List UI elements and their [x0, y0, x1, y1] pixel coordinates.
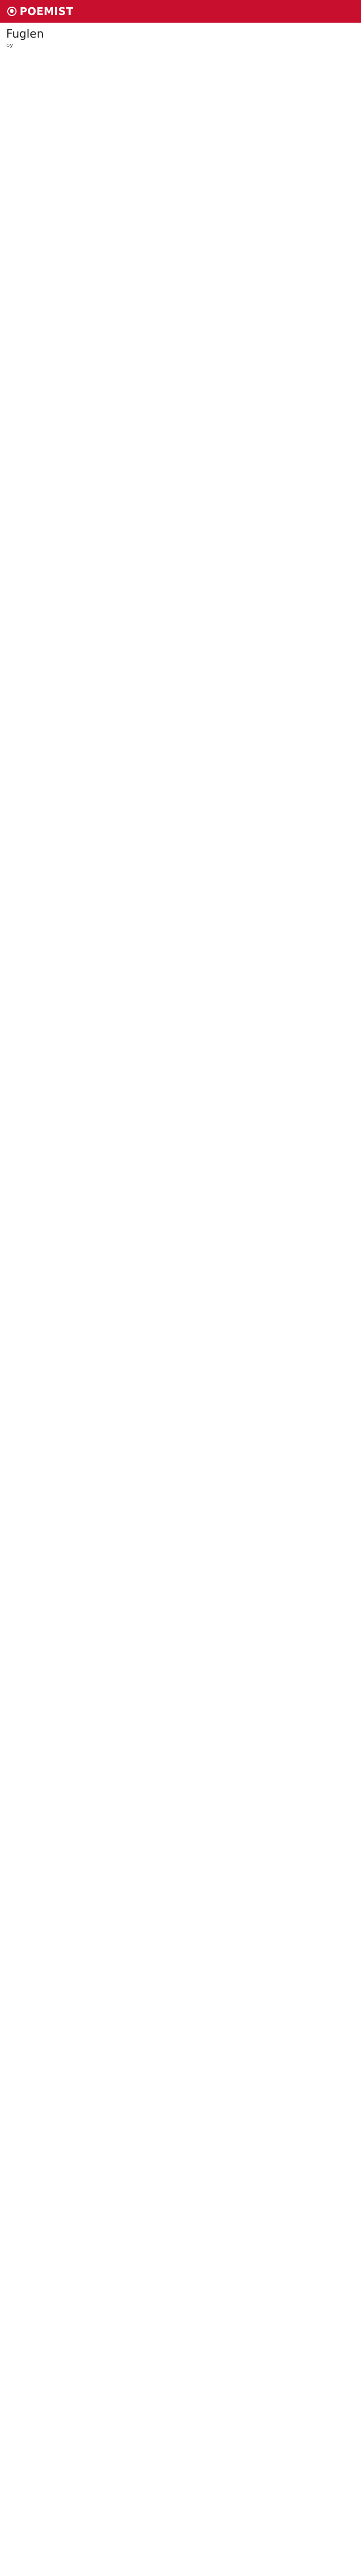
logo-icon: ●	[7, 7, 17, 16]
site-header	[0, 0, 361, 23]
byline-prefix: by	[6, 42, 13, 48]
site-logo-link[interactable]	[7, 5, 73, 18]
poem-title: Fuglen	[6, 28, 44, 41]
logo-text: POEMIST	[20, 5, 74, 18]
poem-byline	[6, 42, 355, 48]
poem-content	[0, 23, 361, 61]
